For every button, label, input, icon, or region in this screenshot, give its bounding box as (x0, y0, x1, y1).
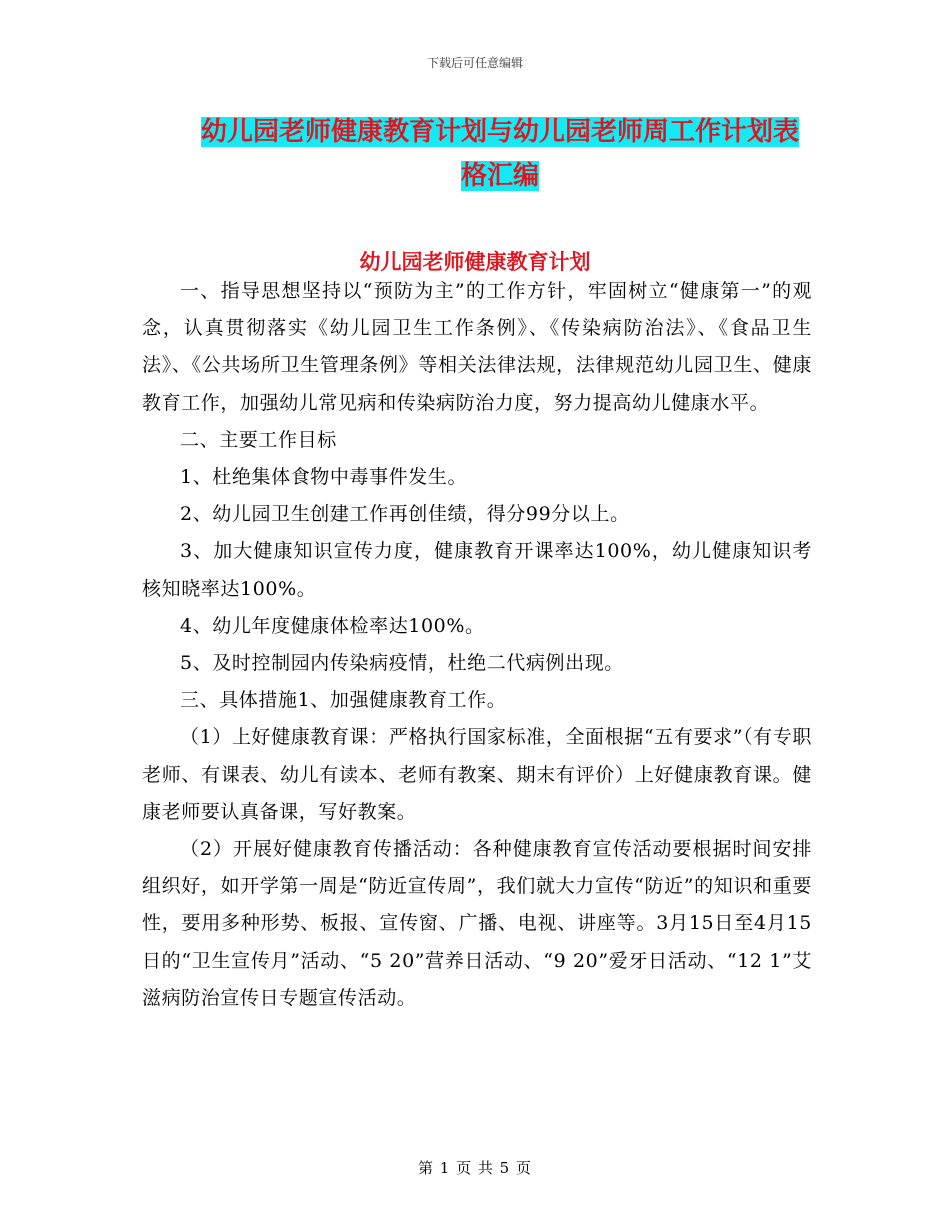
paragraph: 一、指导思想坚持以“预防为主”的工作方针，牢固树立“健康第一”的观念，认真贯彻落实《幼儿园卫生工作条例》、《传染病防治法》、《食品卫生法》、《公共场所卫生管理条例》等相关法律法规，法律规范幼儿园卫生、健康教育工作，加强幼儿常见病和传染病防治力度，努力提高幼儿健康水平。 (142, 280, 812, 414)
paragraph: 5、及时控制园内传染病疫情，杜绝二代病例出现。 (180, 652, 624, 675)
document-title-line-1: 幼儿园老师健康教育计划与幼儿园老师周工作计划表 (200, 117, 799, 147)
paragraph: 1、杜绝集体食物中毒事件发生。 (180, 466, 468, 489)
paragraph: （2）开展好健康教育传播活动：各种健康教育宣传活动要根据时间安排组织好，如开学第一周是“防近宣传周”，我们就大力宣传“防近”的知识和重要性，要用多种形势、板报、宣传窗、广播、电视、讲座等。3月15日至4月15日的“卫生宣传月”活动、“5 20”营养日活动、“9 20”爱牙日活动、“12 1”艾滋病防治宣传日专题宣传活动。 (142, 838, 812, 1009)
page-footer: 第 1 页 共 5 页 (418, 1159, 532, 1177)
paragraph: 3、加大健康知识宣传力度，健康教育开课率达100%，幼儿健康知识考核知晓率达100%。 (142, 540, 812, 600)
paragraph: 二、主要工作目标 (180, 428, 337, 451)
document-body (142, 273, 812, 1017)
paragraph: 三、具体措施1、加强健康教育工作。 (180, 689, 507, 712)
header-note: 下载后可任意编辑 (426, 56, 523, 70)
section-heading: 幼儿园老师健康教育计划 (359, 250, 591, 274)
document-title-line-2: 格汇编 (460, 161, 539, 191)
paragraph: 2、幼儿园卫生创建工作再创佳绩，得分99分以上。 (180, 503, 630, 526)
paragraph: 4、幼儿年度健康体检率达100%。 (180, 614, 485, 637)
paragraph: （1）上好健康教育课：严格执行国家标准，全面根据“五有要求”（有专职老师、有课表、幼儿有读本、老师有教案、期末有评价）上好健康教育课。健康老师要认真备课，写好教案。 (142, 726, 812, 823)
document-title (190, 110, 810, 198)
